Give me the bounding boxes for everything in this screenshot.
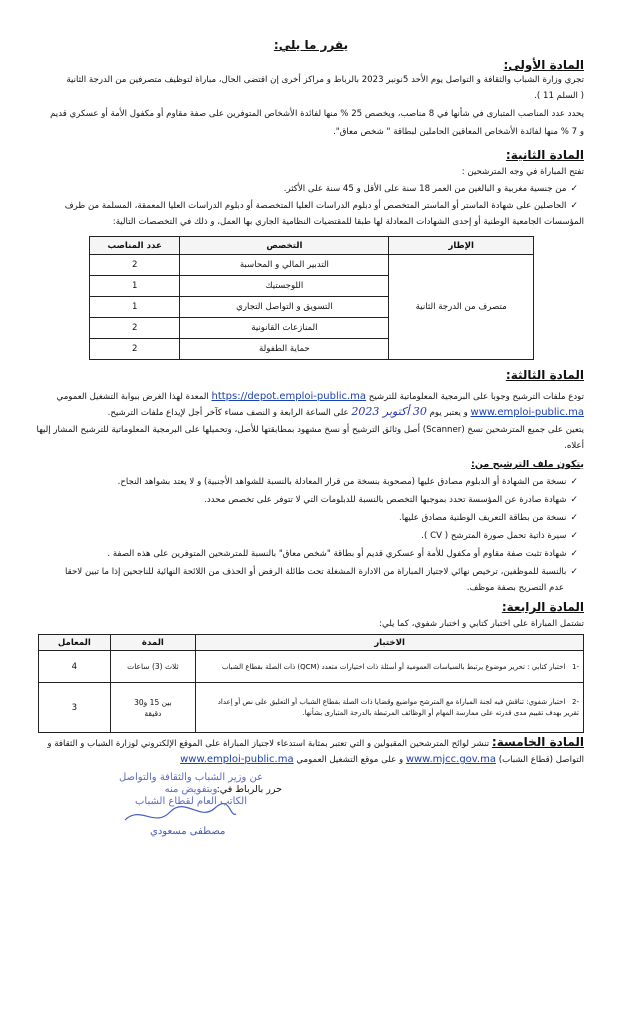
specialty-cell: التدبير المالي و المحاسبة <box>180 255 389 276</box>
header-coefficient: المعامل <box>39 635 111 651</box>
check-icon: ✓ <box>570 201 578 211</box>
article-3-line-2a: و يعتبر يوم <box>429 408 468 418</box>
article-3-line-4: أعلاه. <box>564 441 584 451</box>
file-item <box>107 548 578 561</box>
header-count: عدد المناصب <box>90 237 180 255</box>
duration-value: بين 15 و30 <box>134 697 172 707</box>
specialty-cell: المنازعات القانونية <box>180 318 389 339</box>
article-1-line-1: تجري وزارة الشباب والثقافة و التواصل يوم الأحد 5نونبر 2023 بالرباط و مراكز أخرى إن اقتضى الحال، مباراة لتوظيف متصرفين من الدرجة الثانية <box>66 75 584 85</box>
specialty-cell: اللوجستيك <box>180 276 389 297</box>
article-3-line-1b: المعدة لهذا الغرض ببوابة التشغيل العمومي <box>56 392 209 402</box>
check-icon: ✓ <box>570 495 578 505</box>
item-text: نسخة من بطاقة التعريف الوطنية مصادق عليها. <box>399 513 567 523</box>
count-cell: 1 <box>90 297 180 318</box>
test-number: -2 <box>572 697 579 706</box>
mjcc-link[interactable]: www.mjcc.gov.ma <box>405 754 496 765</box>
file-heading: يتكون ملف الترشيح من: <box>471 459 584 470</box>
article-1-line-2: ( السلم 11 ). <box>534 91 584 101</box>
header-duration: المدة <box>110 635 195 651</box>
article-3-line-1a: تودع ملفات الترشيح وجوبا على البرمجية المعلوماتية للترشيح <box>368 392 584 402</box>
file-item <box>204 494 578 507</box>
count-cell: 2 <box>90 339 180 360</box>
coefficient-cell: 3 <box>39 683 111 733</box>
article-3-line-3: يتعين على جميع المترشحين نسخ (Scanner) أصل وثائق الترشيح أو نسخ مشهود بمطابقتها للأصل، وتحميلها على البرمجية المعلوماتية للترشيح المشار إليها <box>36 425 584 435</box>
article-5-heading: المادة الخامسة: <box>491 735 584 749</box>
test-description: اختبار كتابي : تحرير موضوع يرتبط بالسياسات العمومية أو أسئلة ذات اختيارات متعدد (QCM) ذات الصلة بقطاع الشباب <box>221 662 566 671</box>
article-5-line-2b: و على موقع التشغيل العمومي <box>296 755 404 765</box>
count-cell: 2 <box>90 318 180 339</box>
count-cell: 2 <box>90 255 180 276</box>
item-text: نسخة من الشهادة أو الدبلوم مصادق عليها (مصحوبة بنسخة من قرار المعادلة بالنسبة للشواهد الأجنبية) و لا يعتد بشواهد النجاح. <box>117 477 567 487</box>
duration-cell <box>110 683 195 733</box>
header-specialty: التخصص <box>180 237 389 255</box>
tests-table <box>38 634 584 733</box>
check-icon: ✓ <box>570 477 578 487</box>
file-item <box>399 512 578 525</box>
check-icon: ✓ <box>570 184 578 194</box>
bullet-text: الحاصلين على شهادة الماستر أو الماستر المتخصص أو دبلوم الدراسات العليا المتخصصة أو دبلوم الدراسات العليا المعمقة، المسلمة من طرف <box>64 201 567 211</box>
article-1-line-4: و 7 % منها لفائدة الأشخاص المعاقين الحاملين لبطاقة " شخص معاق". <box>333 127 584 137</box>
article-5-line-2 <box>180 754 584 767</box>
file-item <box>118 476 578 489</box>
check-icon: ✓ <box>570 567 578 577</box>
stamp-line: الكاتب العام لقطاع الشباب <box>135 796 247 807</box>
specialty-cell: التسويق و التواصل التجاري <box>180 297 389 318</box>
handwritten-date: 30 أكتوبر 2023 <box>351 405 427 418</box>
check-icon: ✓ <box>570 513 578 523</box>
stamp-line: وبتفويض منه <box>164 784 218 795</box>
article-2-bullet-1 <box>284 183 578 196</box>
article-3-line-2b: على الساعة الرابعة و النصف مساء كآخر أجل لإيداع ملفات الترشيح. <box>107 408 349 418</box>
header-frame: الإطار <box>389 237 534 255</box>
article-5-text: تنشر لوائح المترشحين المقبولين و التي تعتبر بمثابة استدعاء لاجتياز المباراة على الموقع الإلكتروني لوزارة الشباب و الثقافة و <box>47 739 490 749</box>
specialty-cell: حماية الطفولة <box>180 339 389 360</box>
specialties-table <box>89 236 534 360</box>
signatory-name: مصطفى مسعودي <box>150 826 226 837</box>
coefficient-cell: 4 <box>39 651 111 683</box>
depot-link[interactable]: https://depot.emploi-public.ma <box>211 391 367 402</box>
file-item-cont: عدم التصريح بصفة موظف. <box>466 583 564 593</box>
article-3-heading: المادة الثالثة: <box>505 368 584 382</box>
article-5-line-2a: التواصل (قطاع الشباب) <box>498 755 584 765</box>
table-row <box>39 683 584 733</box>
file-item <box>65 566 578 579</box>
article-5-line-1 <box>47 736 584 751</box>
duration-unit: دقيقة <box>144 708 162 718</box>
bullet-text: من جنسية مغربية و البالغين من العمر 18 سنة على الأقل و 45 سنة على الأكثر. <box>283 184 567 194</box>
article-2-bullet-2-cont: المؤسسات الجامعية الوطنية أو إحدى الشهادات المعادلة لها طبقا للمقتضيات النظامية الجاري بها العمل، و ذلك في التخصصات التالية: <box>112 217 584 227</box>
item-text: بالنسبة للموظفين، ترخيص نهائي لاجتياز المباراة من الادارة المشغلة تحت طائلة الرفض أو الحذف من اللائحة النهائية للناجحين إذا ما تبين لاحقا <box>65 567 567 577</box>
file-item <box>421 530 578 543</box>
test-cell <box>196 651 584 683</box>
test-description-cont: تقرير بهدف تقييم مدى قدرته على ممارسة المهام أو الوظائف المرتبطة بالدرجة المتبارى بشأنها. <box>302 708 579 717</box>
count-cell: 1 <box>90 276 180 297</box>
emploi-public-link[interactable]: www.emploi-public.ma <box>470 407 584 418</box>
document-title: يقرر ما يلي: <box>273 38 349 52</box>
article-2-intro: تفتح المباراة في وجه المترشحين : <box>461 167 584 177</box>
table-row <box>39 651 584 683</box>
item-text: سيرة ذاتية تحمل صورة المترشح ( CV ). <box>421 531 567 541</box>
header-test: الاختبار <box>196 635 584 651</box>
emploi-public-link-2[interactable]: www.emploi-public.ma <box>180 754 294 765</box>
check-icon: ✓ <box>570 531 578 541</box>
article-3-line-2 <box>108 406 584 420</box>
stamp-line: عن وزير الشباب والثقافة والتواصل <box>118 772 264 783</box>
duration-cell: ثلاث (3) ساعات <box>110 651 195 683</box>
table-row <box>90 255 534 276</box>
test-number: -1 <box>572 662 579 671</box>
item-text: شهادة صادرة عن المؤسسة تحدد بموجبها التخصص بالنسبة للدبلومات التي لا تتوفر على تخصص محدد. <box>204 495 567 505</box>
article-4-heading: المادة الرابعة: <box>501 600 584 614</box>
item-text: شهادة تثبت صفة مقاوم أو مكفول للأمة أو عسكري قديم أو بطاقة "شخص معاق" بالنسبة للمترشحين المتوفرين على هذه الصفة . <box>107 549 567 559</box>
frame-cell: متصرف من الدرجة الثانية <box>389 255 534 360</box>
test-description: اختبار شفوي: تناقش فيه لجنة المباراة مع المترشح مواضيع وقضايا ذات الصلة بقطاع الشباب أو التعليق على نص أو إعداد <box>217 697 566 706</box>
article-1-heading: المادة الأولى: <box>503 58 584 72</box>
check-icon: ✓ <box>570 549 578 559</box>
article-1-line-3: يحدد عدد المناصب المتبارى في شأنها في 8 مناصب، ويخصص 25 % منها لفائدة الأشخاص المتوفرين على صفة مقاوم أو مكفول الأمة أو عسكري قديم <box>50 109 584 119</box>
place-date: حرر بالرباط في: <box>216 784 282 795</box>
article-2-bullet-2 <box>65 200 578 213</box>
article-3-line-1 <box>57 391 584 404</box>
test-cell <box>196 683 584 733</box>
article-2-heading: المادة الثانية: <box>505 148 584 162</box>
article-4-intro: تشتمل المباراة على اختبار كتابي و اختبار شفوي، كما يلي: <box>379 619 584 629</box>
